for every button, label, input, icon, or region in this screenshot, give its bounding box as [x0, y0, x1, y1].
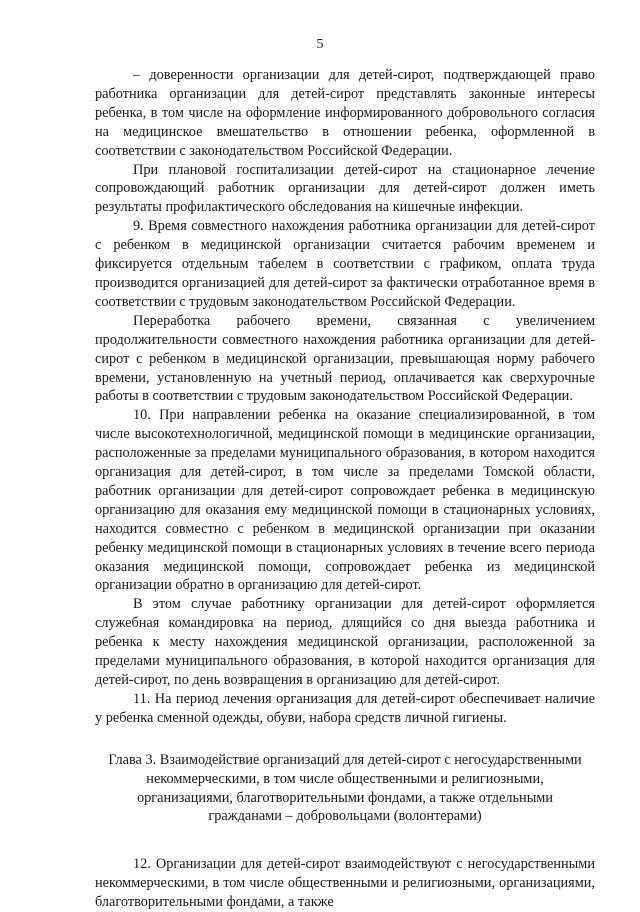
paragraph-planned-hospitalization: При плановой госпитализации детей-сирот на стационарное лечение сопровождающий работник организации для детей-сирот должен иметь результаты профилактического обследования на кишечные инфекции.: [95, 161, 595, 216]
chapter-heading-line: Глава 3. Взаимодействие организаций для детей-сирот с негосударственными: [108, 751, 582, 768]
paragraph-power-of-attorney: – доверенности организации для детей-сирот, подтверждающей право работника организации для детей-сирот представлять законные интересы ребенка, в том числе на оформление информированного добровольного согласия на медицинское вмешательство в отношении ребенка, оформленной в соответствии с законодательством Российской Федерации.: [95, 67, 595, 159]
paragraph-business-trip: В этом случае работнику организации для детей-сирот оформляется служебная командировка на период, длящийся со дня выезда работника и ребенка к месту нахождения медицинской организации, расположенной за пределами муниципального образования, в которой находится организация для детей-сирот, по день возвращения в организацию для детей-сирот.: [95, 596, 595, 688]
chapter-heading-line: гражданами – добровольцами (волонтерами): [208, 808, 482, 825]
paragraph-item-9: 9. Время совместного нахождения работника организации для детей-сирот с ребенком в медицинской организации считается рабочим временем и фиксируется отдельным табелем в соответствии с графиком, оплата труда производится организацией для детей-сирот за фактически отработанное время в соответствии с трудовым законодательством Российской Федерации.: [95, 218, 595, 310]
paragraph-overtime: Переработка рабочего времени, связанная с увеличением продолжительности совместного нахождения работника организации для детей-сирот с ребенком в медицинской организации, превышающая норму рабочего времени, установленную на учетный период, оплачивается как сверхурочные работы в соответствии с трудовым законодательством Российской Федерации.: [95, 312, 595, 405]
chapter-heading: [95, 751, 595, 827]
paragraph-item-10: 10. При направлении ребенка на оказание специализированной, в том числе высокотехнологичной, медицинской помощи в медицинские организации, расположенные за пределами муниципального образования, в котором находится организация для детей-сирот, в том числе за пределами Томской области, работник организации для детей-сирот сопровождает ребенка в медицинскую организацию для оказания ему медицинской помощи в стационарных условиях, находится совместно с ребенком в медицинской организации при оказании ребенку медицинской помощи в стационарных условиях в течение всего периода оказания медицинской помощи, сопровождает ребенка из медицинской организации обратно в организацию для детей-сирот.: [95, 407, 595, 594]
chapter-heading-line: организациями, благотворительными фондами, а также отдельными: [136, 789, 554, 806]
paragraph-item-11: 11. На период лечения организация для детей-сирот обеспечивает наличие у ребенка сменной одежды, обуви, набора средств личной гигиены.: [95, 690, 595, 726]
page-number: 5: [316, 37, 324, 52]
document-body: [95, 66, 595, 912]
chapter-heading-line: некоммерческими, в том числе общественными и религиозными,: [146, 770, 544, 787]
paragraph-item-12: 12. Организации для детей-сирот взаимодействуют с негосударственными некоммерческими, в том числе общественными и религиозными, организациями, благотворительными фондами, а также: [95, 856, 595, 911]
